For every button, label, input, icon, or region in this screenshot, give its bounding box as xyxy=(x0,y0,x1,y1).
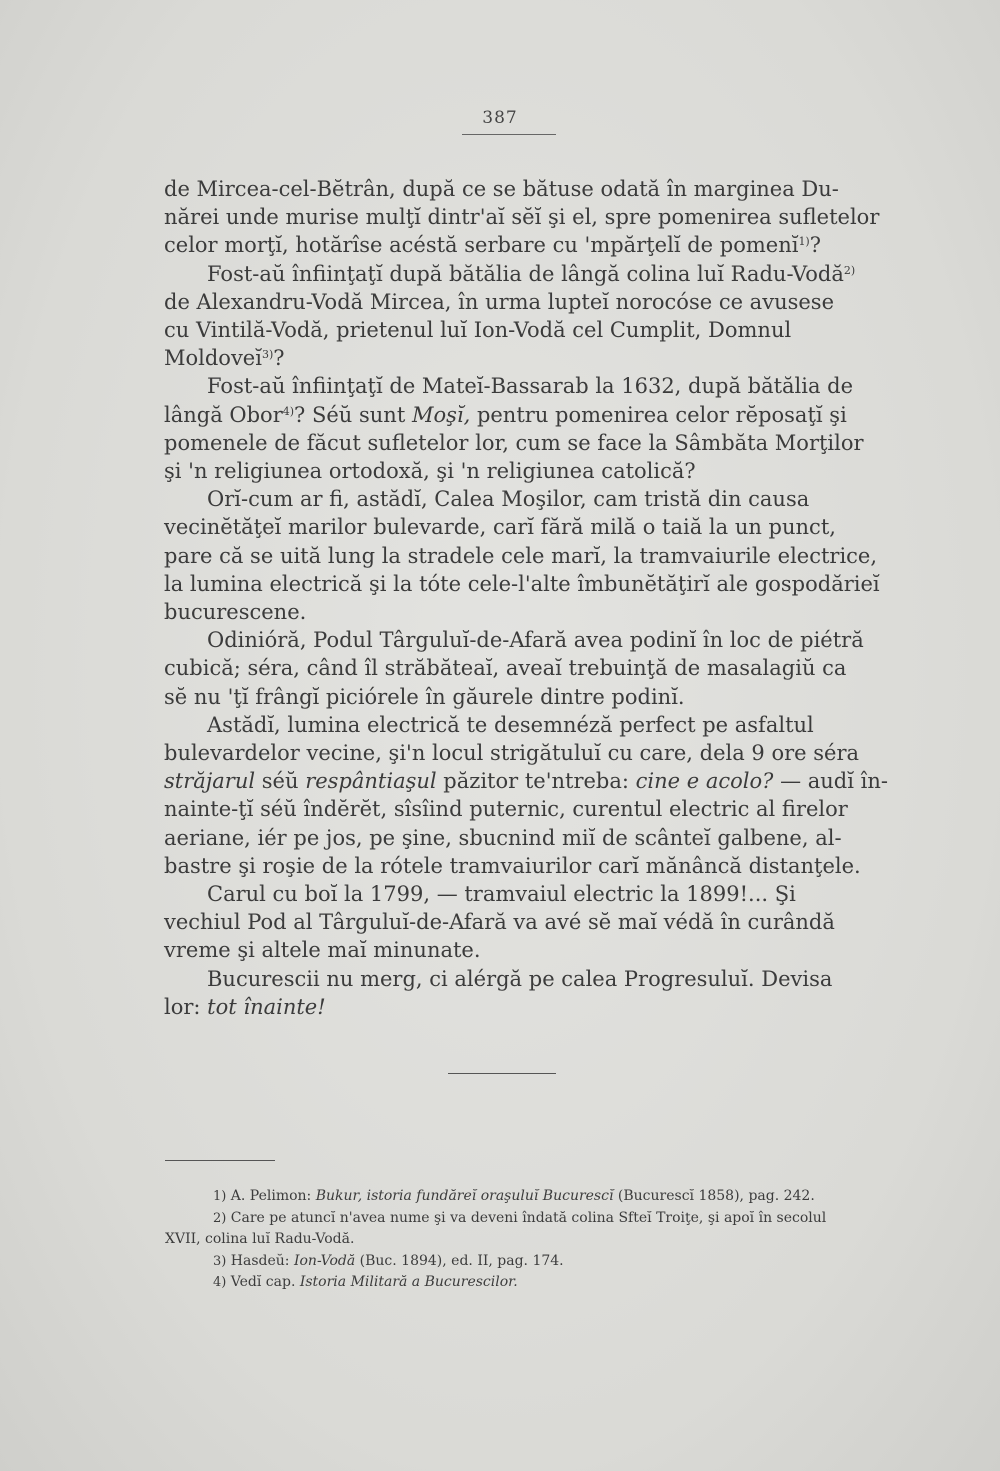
footnote-marker: 2) xyxy=(213,1210,227,1226)
line-text: bastre şi roşie de la rótele tramvaiurilor carĭ mănâncă distanţele. xyxy=(164,853,861,878)
section-end-rule xyxy=(448,1073,556,1074)
line-text: păzitor te'ntreba: xyxy=(436,769,636,794)
text-line xyxy=(164,965,867,993)
italic-text: străjarul xyxy=(164,769,256,794)
text-line xyxy=(164,457,867,485)
text-line xyxy=(164,795,867,823)
text-line xyxy=(164,767,888,795)
text-line xyxy=(164,654,867,682)
text-line xyxy=(164,683,867,711)
text-line xyxy=(164,936,867,964)
line-text: vechiul Pod al Târguluĭ-de-Afară va avé sĕ maĭ védă în curândă xyxy=(164,910,835,935)
footnote xyxy=(165,1208,875,1230)
footnote-text: (Buc. 1894), ed. II, pag. 174. xyxy=(355,1252,564,1269)
line-text: vecinĕtăţeĭ marilor bulevarde, carĭ fără milă o taiă la un punct, xyxy=(164,515,836,540)
text-line xyxy=(164,288,867,316)
footnote-marker: 3) xyxy=(213,1253,227,1269)
footnote xyxy=(165,1251,875,1273)
footnote-text: Vedĭ cap. xyxy=(226,1274,300,1290)
line-text: de Alexandru-Vodă Mircea, în urma lupteĭ norocóse ce avusese xyxy=(164,289,835,314)
footnote-italic: Ion-Vodă xyxy=(293,1252,356,1269)
text-line xyxy=(164,485,867,513)
line-text: aeriane, iér pe jos, pe şine, sbucnind miĭ de scânteĭ galbene, al- xyxy=(164,825,842,850)
footnote xyxy=(165,1229,875,1251)
footnote-text: Care pe atuncĭ n'avea nume şi va deveni îndată colina Sfteĭ Troiţe, şi apoĭ în secolul xyxy=(226,1209,827,1226)
line-text: lângă Obor xyxy=(164,402,283,427)
footnote xyxy=(165,1186,875,1208)
line-text: vreme şi altele maĭ minunate. xyxy=(164,938,481,963)
line-text: şi 'n religiunea ortodoxă, şi 'n religiunea catolică? xyxy=(164,459,696,484)
line-text: celor morţĭ, hotărîse acéstă serbare cu 'mpărţelĭ de pomenĭ xyxy=(164,233,799,258)
text-line xyxy=(164,260,867,288)
line-text: Orĭ-cum ar fi, astădĭ, Calea Moşilor, cam tristă din causa xyxy=(207,487,810,512)
text-line xyxy=(164,175,867,203)
text-line xyxy=(164,880,867,908)
text-line xyxy=(164,824,867,852)
footnote-italic: Bukur, istoria fundăreĭ oraşuluĭ Bucurescĭ xyxy=(315,1188,614,1204)
line-text: de Mircea-cel-Bĕtrân, după ce se bătuse odată în marginea Du- xyxy=(164,177,839,201)
footnote-ref: 4) xyxy=(282,404,295,418)
line-text: sĕ nu 'ţĭ frângĭ piciórele în găurele dintre podinĭ. xyxy=(164,684,685,709)
text-line xyxy=(164,598,867,626)
footnote-ref: 1) xyxy=(798,235,810,249)
text-line xyxy=(164,203,880,231)
line-text: Fost-aŭ înfiinţaţĭ după bătălia de lângă colina luĭ Radu-Vodă xyxy=(207,261,844,286)
footnote-text: XVII, colina luĭ Radu-Vodă. xyxy=(165,1231,355,1247)
line-text: nărei unde murise mulţĭ dintr'aĭ sĕĭ şi el, spre pomenirea sufletelor xyxy=(164,205,880,230)
text-line xyxy=(164,316,867,344)
line-text: bucurescene. xyxy=(164,600,307,625)
text-line xyxy=(164,231,867,259)
footnote-marker: 1) xyxy=(213,1189,227,1204)
text-line xyxy=(164,570,880,598)
text-line xyxy=(164,626,867,654)
text-line xyxy=(164,542,878,570)
text-line xyxy=(164,344,867,372)
line-text: cubică; séra, când îl străbăteaĭ, aveaĭ trebuinţă de masalagiŭ ca xyxy=(164,656,847,681)
italic-text: tot înainte! xyxy=(207,994,326,1019)
footnote-text: (Bucurescĭ 1858), pag. 242. xyxy=(613,1188,815,1204)
footnote-rule xyxy=(165,1160,275,1161)
line-text: pomenele de făcut sufletelor lor, cum se face la Sâmbăta Morţilor xyxy=(164,430,864,455)
text-line xyxy=(164,372,867,400)
footnote-text: A. Pelimon: xyxy=(226,1188,316,1204)
italic-text: Moşĭ, xyxy=(411,402,471,427)
footnote-marker: 4) xyxy=(213,1275,227,1290)
line-text: pentru pomenirea celor rĕposaţĭ şi xyxy=(470,402,847,427)
line-text: cu Vintilă-Vodă, prietenul luĭ Ion-Vodă cel Cumplit, Domnul xyxy=(164,318,792,343)
line-text: — audĭ în- xyxy=(773,769,888,794)
italic-text: respântiaşul xyxy=(305,769,437,794)
line-text: la lumina electrică şi la tóte cele-l'alte îmbunĕtăţirĭ ale gospodărieĭ xyxy=(164,571,880,596)
line-text: Odinióră, Podul Târguluĭ-de-Afară avea podinĭ în loc de piétră xyxy=(207,628,864,653)
line-text: pare că se uită lung la stradele cele marĭ, la tramvaiurile electrice, xyxy=(164,543,878,568)
footnote xyxy=(165,1272,875,1294)
line-text: nainte-ţĭ séŭ îndĕrĕt, sîsîind puternic, curentul electric al firelor xyxy=(164,797,848,822)
line-text: ? Séŭ sunt xyxy=(294,402,412,427)
body-text xyxy=(164,175,888,1021)
footnote-ref: 3) xyxy=(261,348,274,362)
line-text: Carul cu boĭ la 1799, — tramvaiul electric la 1899!... Şi xyxy=(207,882,796,907)
line-text: ? xyxy=(273,346,285,371)
line-text: lor: xyxy=(164,994,208,1019)
line-text: ? xyxy=(809,233,821,258)
text-line xyxy=(164,513,867,541)
line-text: Moldoveĭ xyxy=(164,346,262,371)
footnote-italic: Istoria Militară a Bucurescilor. xyxy=(299,1274,518,1290)
line-text: Bucurescii nu merg, ci alérgă pe calea Progresuluĭ. Devisa xyxy=(207,966,833,991)
italic-text: cine e acolo? xyxy=(635,769,774,794)
line-text: bulevardelor vecine, şi'n locul strigătuluĭ cu care, dela 9 ore séra xyxy=(164,741,860,766)
header-rule xyxy=(462,134,556,135)
text-line xyxy=(164,739,867,767)
text-line xyxy=(164,429,867,457)
line-text: Astădĭ, lumina electrică te desemnéză perfect pe asfaltul xyxy=(207,712,814,737)
footnotes xyxy=(165,1186,875,1294)
text-line xyxy=(164,401,867,429)
text-line xyxy=(164,852,867,880)
text-line xyxy=(164,908,867,936)
text-line xyxy=(164,711,867,739)
page-number: 387 xyxy=(482,108,518,128)
footnote-ref: 2) xyxy=(843,263,856,277)
footnote-text: Hasdeŭ: xyxy=(226,1252,294,1269)
text-line xyxy=(164,993,867,1021)
line-text: séŭ xyxy=(255,769,306,794)
line-text: Fost-aŭ înfiinţaţĭ de Mateĭ-Bassarab la 1632, după bătălia de xyxy=(207,374,854,399)
